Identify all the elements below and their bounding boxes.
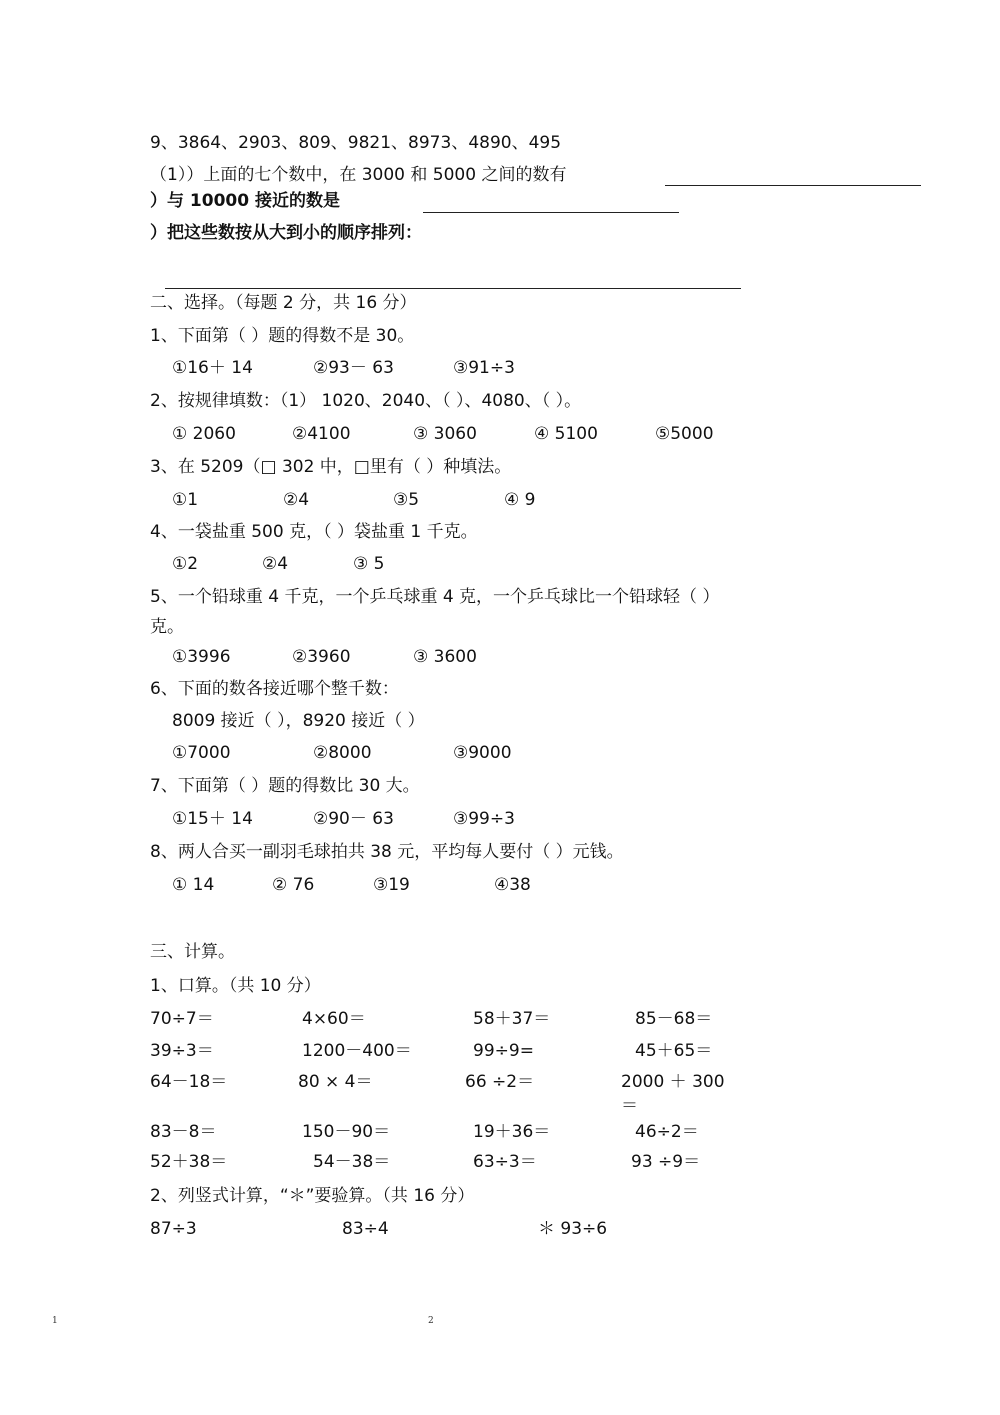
oral-r3-c3: 46÷2＝ — [635, 1122, 699, 1142]
oral-r2-c3: 2000 ＋ 300 — [621, 1072, 725, 1092]
oral-r2-c1: 80 × 4＝ — [298, 1072, 373, 1092]
s2-q7-opt2: ②90－ 63 — [313, 809, 394, 829]
s2-q4-opt2: ②4 — [262, 554, 289, 574]
vertical-p2: 83÷4 — [342, 1219, 389, 1239]
vertical-heading: 2、列竖式计算，“＊”要验算。（共 16 分） — [150, 1186, 475, 1206]
s2-q5-opt1: ①3996 — [172, 647, 231, 667]
oral-r2-c2: 66 ÷2＝ — [465, 1072, 535, 1092]
s2-q2: 2、按规律填数：（1） 1020、2040、（ ）、4080、（ ）。 — [150, 391, 582, 411]
footer-left-marker: 1 — [52, 1316, 58, 1326]
oral-r2-c3-wrap: ＝ — [621, 1096, 638, 1116]
oral-r1-c3: 45＋65＝ — [635, 1041, 713, 1061]
s2-q1: 1、下面第（ ）题的得数不是 30。 — [150, 326, 415, 346]
s2-q6: 6、下面的数各接近哪个整千数： — [150, 679, 399, 699]
s2-q1-opt3: ③91÷3 — [453, 358, 515, 378]
oral-r4-c3: 93 ÷9＝ — [631, 1152, 701, 1172]
s2-q7: 7、下面第（ ）题的得数比 30 大。 — [150, 776, 420, 796]
oral-r4-c1: 54－38＝ — [313, 1152, 391, 1172]
s2-q3-opt4: ④ 9 — [504, 490, 536, 510]
s2-q3: 3、在 5209（□ 302 中，□里有（ ）种填法。 — [150, 457, 512, 477]
oral-r1-c1: 1200－400＝ — [302, 1041, 412, 1061]
s2-q3-opt3: ③5 — [393, 490, 420, 510]
q9-answer-line-3[interactable] — [165, 288, 741, 289]
s2-q1-opt2: ②93－ 63 — [313, 358, 394, 378]
oral-r3-c2: 19＋36＝ — [473, 1122, 551, 1142]
s2-q4-opt3: ③ 5 — [353, 554, 385, 574]
oral-r3-c1: 150－90＝ — [302, 1122, 391, 1142]
s2-q5-opt2: ②3960 — [292, 647, 351, 667]
q9-answer-line-2[interactable] — [423, 212, 679, 213]
q9-part1: （1））上面的七个数中，在 3000 和 5000 之间的数有 — [150, 165, 567, 185]
s2-q8-opt4: ④38 — [494, 875, 531, 895]
s2-q3-opt2: ②4 — [283, 490, 310, 510]
oral-r0-c0: 70÷7＝ — [150, 1009, 214, 1029]
oral-r0-c1: 4×60＝ — [302, 1009, 366, 1029]
s2-q6-opt3: ③9000 — [453, 743, 512, 763]
s2-q6-sub: 8009 接近（ ），8920 接近（ ） — [172, 711, 425, 731]
oral-heading: 1、口算。（共 10 分） — [150, 976, 321, 996]
oral-r0-c2: 58＋37＝ — [473, 1009, 551, 1029]
section3-heading: 三、计算。 — [150, 942, 235, 962]
oral-r0-c3: 85－68＝ — [635, 1009, 713, 1029]
oral-r2-c0: 64－18＝ — [150, 1072, 228, 1092]
s2-q6-opt2: ②8000 — [313, 743, 372, 763]
s2-q4-opt1: ①2 — [172, 554, 199, 574]
footer-page-number: 2 — [428, 1316, 434, 1326]
oral-r3-c0: 83－8＝ — [150, 1122, 217, 1142]
s2-q5: 5、一个铅球重 4 千克，一个乒乓球重 4 克，一个乒乓球比一个铅球轻（ ） — [150, 587, 720, 607]
oral-r1-c2: 99÷9= — [473, 1041, 534, 1061]
s2-q7-opt1: ①15＋ 14 — [172, 809, 253, 829]
s2-q8-opt1: ① 14 — [172, 875, 215, 895]
vertical-p1: 87÷3 — [150, 1219, 197, 1239]
s2-q2-opt2: ②4100 — [292, 424, 351, 444]
oral-r4-c2: 63÷3＝ — [473, 1152, 537, 1172]
s2-q1-opt1: ①16＋ 14 — [172, 358, 253, 378]
s2-q7-opt3: ③99÷3 — [453, 809, 515, 829]
s2-q5-cont: 克。 — [150, 617, 184, 637]
s2-q2-opt3: ③ 3060 — [413, 424, 477, 444]
oral-r1-c0: 39÷3＝ — [150, 1041, 214, 1061]
s2-q4: 4、一袋盐重 500 克，（ ）袋盐重 1 千克。 — [150, 522, 478, 542]
s2-q6-opt1: ①7000 — [172, 743, 231, 763]
s2-q3-opt1: ①1 — [172, 490, 199, 510]
s2-q2-opt1: ① 2060 — [172, 424, 236, 444]
vertical-p3: ＊ 93÷6 — [538, 1219, 608, 1239]
s2-q8: 8、两人合买一副羽毛球拍共 38 元，平均每人要付（ ）元钱。 — [150, 842, 624, 862]
s2-q2-opt4: ④ 5100 — [534, 424, 598, 444]
q9-answer-line-1[interactable] — [665, 185, 921, 186]
s2-q8-opt3: ③19 — [373, 875, 410, 895]
s2-q8-opt2: ② 76 — [272, 875, 315, 895]
s2-q2-opt5: ⑤5000 — [655, 424, 714, 444]
q9-part3: ）把这些数按从大到小的顺序排列： — [150, 223, 422, 243]
s2-q5-opt3: ③ 3600 — [413, 647, 477, 667]
section2-heading: 二、选择。（每题 2 分，共 16 分） — [150, 293, 417, 313]
q9-numbers: 9、3864、2903、809、9821、8973、4890、495 — [150, 133, 562, 153]
q9-part2: ）与 10000 接近的数是 — [150, 191, 340, 211]
oral-r4-c0: 52＋38＝ — [150, 1152, 228, 1172]
